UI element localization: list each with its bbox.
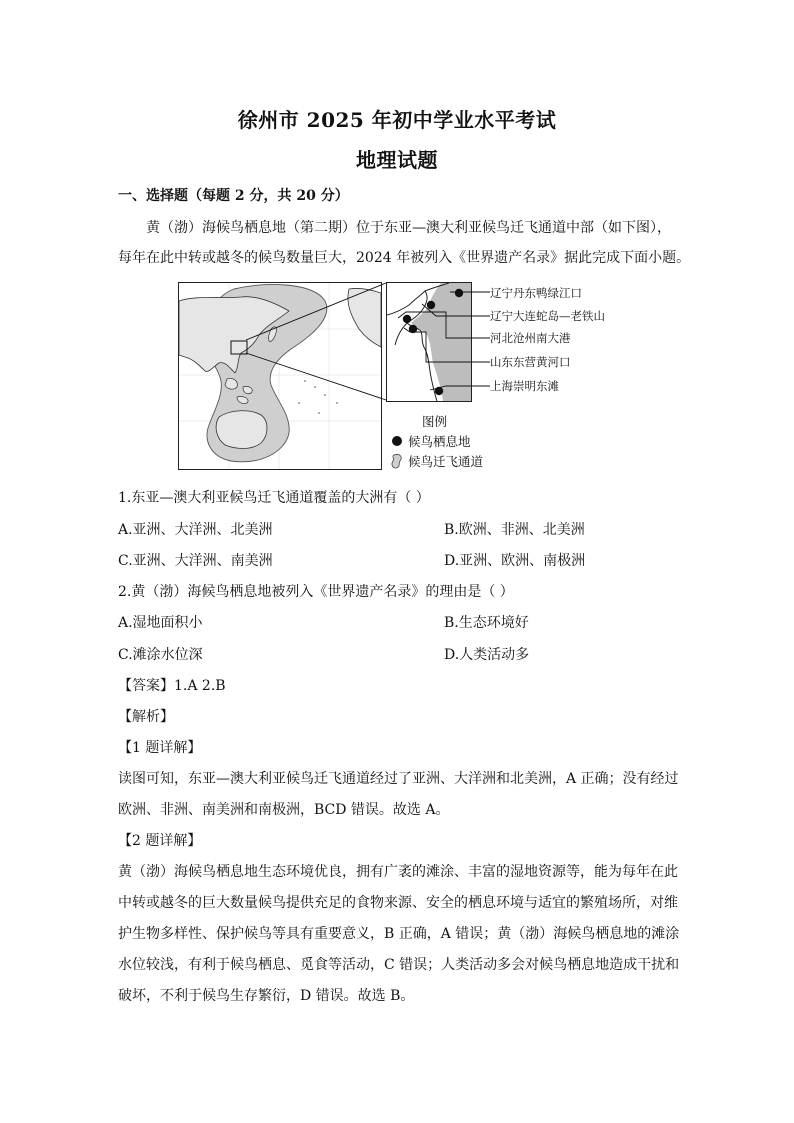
question-1-option-b: B.欧洲、非洲、北美洲 (444, 522, 585, 538)
analysis-heading: 【解析】 (118, 709, 174, 725)
legend-title: 图例 (422, 414, 448, 429)
question-1-option-a: A.亚洲、大洋洲、北美洲 (118, 522, 273, 538)
site-label-dalian: 辽宁大连蛇岛—老铁山 (490, 309, 605, 323)
q2-detail-line-1: 黄（渤）海候鸟栖息地生态环境优良，拥有广袤的滩涂、丰富的湿地资源等，能为每年在此 (118, 864, 678, 880)
question-2-option-b: B.生态环境好 (444, 615, 529, 631)
site-label-dandong: 辽宁丹东鸭绿江口 (490, 286, 582, 300)
question-1-option-d: D.亚洲、欧洲、南极洲 (444, 553, 586, 569)
question-1-stem: 1.东亚—澳大利亚候鸟迁飞通道覆盖的大洲有（ ） (118, 490, 430, 506)
legend-corridor-label: 候鸟迁飞通道 (408, 454, 484, 469)
q2-detail-line-4: 水位较浅，有利于候鸟栖息、觅食等活动，C 错误；人类活动多会对候鸟栖息地造成干扰和 (118, 957, 680, 973)
intro-line-2: 每年在此中转或越冬的候鸟数量巨大，2024 年被列入《世界遗产名录》据此完成下面小题。 (118, 250, 691, 266)
section-heading: 一、选择题（每题 2 分，共 20 分） (118, 188, 349, 204)
q2-detail-line-3: 护生物多样性、保护候鸟等具有重要意义，B 正确，A 错误；黄（渤）海候鸟栖息地的滩涂 (118, 926, 680, 942)
question-1-option-c: C.亚洲、大洋洲、南美洲 (118, 553, 273, 569)
q2-detail-line-2: 中转或越冬的巨大数量候鸟提供充足的食物来源、安全的栖息环境与适宜的繁殖场所，对维 (118, 895, 678, 911)
q1-detail-heading: 【1 题详解】 (118, 740, 202, 756)
site-label-dongying: 山东东营黄河口 (490, 355, 571, 369)
site-label-cangzhou: 河北沧州南大港 (490, 331, 571, 345)
answer-line: 【答案】1.A 2.B (118, 678, 226, 694)
exam-title: 徐州市 2025 年初中学业水平考试 (237, 108, 557, 132)
legend-dot-icon (390, 434, 404, 448)
site-label-chongming: 上海崇明东滩 (490, 379, 559, 393)
q1-detail-line-1: 读图可知，东亚—澳大利亚候鸟迁飞通道经过了亚洲、大洋洲和北美洲，A 正确；没有经过 (118, 771, 679, 787)
q2-detail-line-5: 破坏，不利于候鸟生存繁衍，D 错误。故选 B。 (118, 988, 415, 1004)
question-2-option-c: C.滩涂水位深 (118, 647, 203, 663)
q1-detail-line-2: 欧洲、非洲、南美洲和南极洲，BCD 错误。故选 A。 (118, 802, 450, 818)
q2-detail-heading: 【2 题详解】 (118, 833, 202, 849)
question-2-option-d: D.人类活动多 (444, 647, 530, 663)
legend-corridor-icon (390, 453, 404, 469)
intro-line-1: 黄（渤）海候鸟栖息地（第二期）位于东亚—澳大利亚候鸟迁飞通道中部（如下图）， (146, 220, 671, 236)
question-2-stem: 2.黄（渤）海候鸟栖息地被列入《世界遗产名录》的理由是（ ） (118, 584, 514, 600)
exam-subtitle: 地理试题 (356, 148, 438, 172)
migration-map-figure (178, 282, 618, 472)
label-leader-lines (386, 282, 496, 402)
question-2-option-a: A.湿地面积小 (118, 615, 203, 631)
legend-habitat-label: 候鸟栖息地 (408, 434, 471, 449)
